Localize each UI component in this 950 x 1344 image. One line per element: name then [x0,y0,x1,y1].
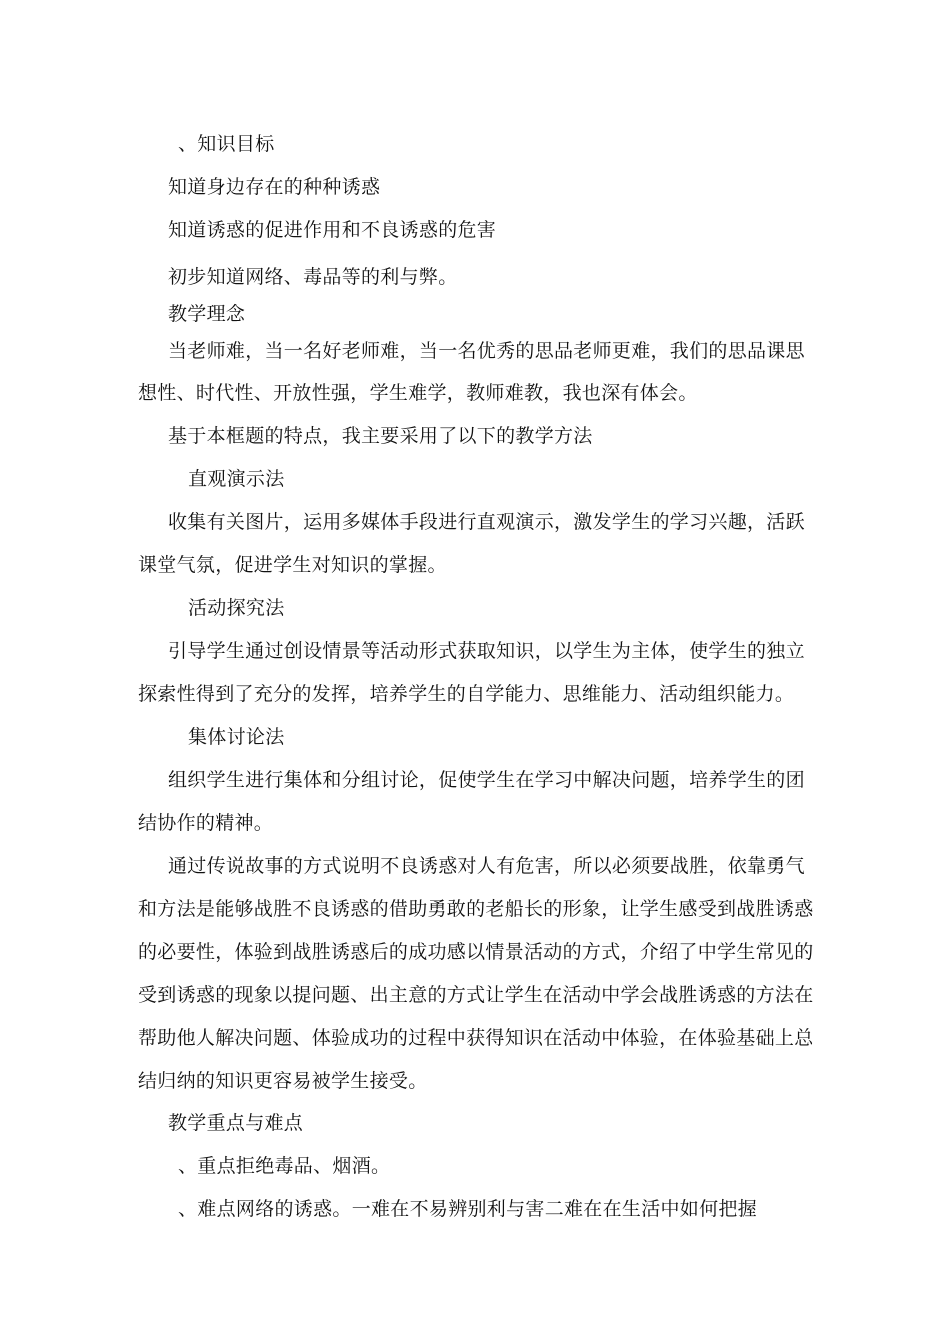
paragraph-line: 结协作的精神。 [138,812,274,834]
paragraph-line: 课堂气氛，促进学生对知识的掌握。 [138,554,447,576]
paragraph-line: 的必要性，体验到战胜诱惑后的成功感以情景活动的方式，介绍了中学生常见的 [138,941,814,963]
paragraph-line: 引导学生通过创设情景等活动形式获取知识，以学生为主体，使学生的独立 [168,640,805,662]
paragraph-line: 受到诱惑的现象以提问题、出主意的方式让学生在活动中学会战胜诱惑的方法在 [138,984,814,1006]
paragraph-line: 通过传说故事的方式说明不良诱惑对人有危害，所以必须要战胜，依靠勇气 [168,855,805,877]
heading-method-activity: 活动探究法 [188,597,285,619]
paragraph-line: 想性、时代性、开放性强，学生难学，教师难教，我也深有体会。 [138,382,698,404]
paragraph-line: 探索性得到了充分的发挥，培养学生的自学能力、思维能力、活动组织能力。 [138,683,795,705]
paragraph-line: 收集有关图片，运用多媒体手段进行直观演示，激发学生的学习兴趣，活跃 [168,511,805,533]
heading-method-demo: 直观演示法 [188,468,285,490]
paragraph-line: 初步知道网络、毒品等的利与弊。 [168,266,458,288]
paragraph-line: 当老师难，当一名好老师难，当一名优秀的思品老师更难，我们的思品课思 [168,340,805,362]
paragraph-line: 组织学生进行集体和分组讨论，促使学生在学习中解决问题，培养学生的团 [168,769,805,791]
paragraph-line: 和方法是能够战胜不良诱惑的借助勇敢的老船长的形象，让学生感受到战胜诱惑 [138,898,814,920]
list-item: 、重点拒绝毒品、烟酒。 [178,1155,391,1177]
paragraph-line: 帮助他人解决问题、体验成功的过程中获得知识在活动中体验，在体验基础上总 [138,1027,814,1049]
heading-knowledge-goal: 、知识目标 [178,133,275,155]
paragraph-line: 知道身边存在的种种诱惑 [168,176,381,198]
heading-method-discussion: 集体讨论法 [188,726,285,748]
paragraph-line: 结归纳的知识更容易被学生接受。 [138,1070,428,1092]
heading-teaching-concept: 教学理念 [168,303,246,325]
paragraph-line: 知道诱惑的促进作用和不良诱惑的危害 [168,219,497,241]
heading-key-points: 教学重点与难点 [168,1112,304,1134]
paragraph-line: 基于本框题的特点，我主要采用了以下的教学方法 [168,425,593,447]
list-item: 、难点网络的诱惑。一难在不易辨别利与害二难在在生活中如何把握 [178,1198,758,1220]
